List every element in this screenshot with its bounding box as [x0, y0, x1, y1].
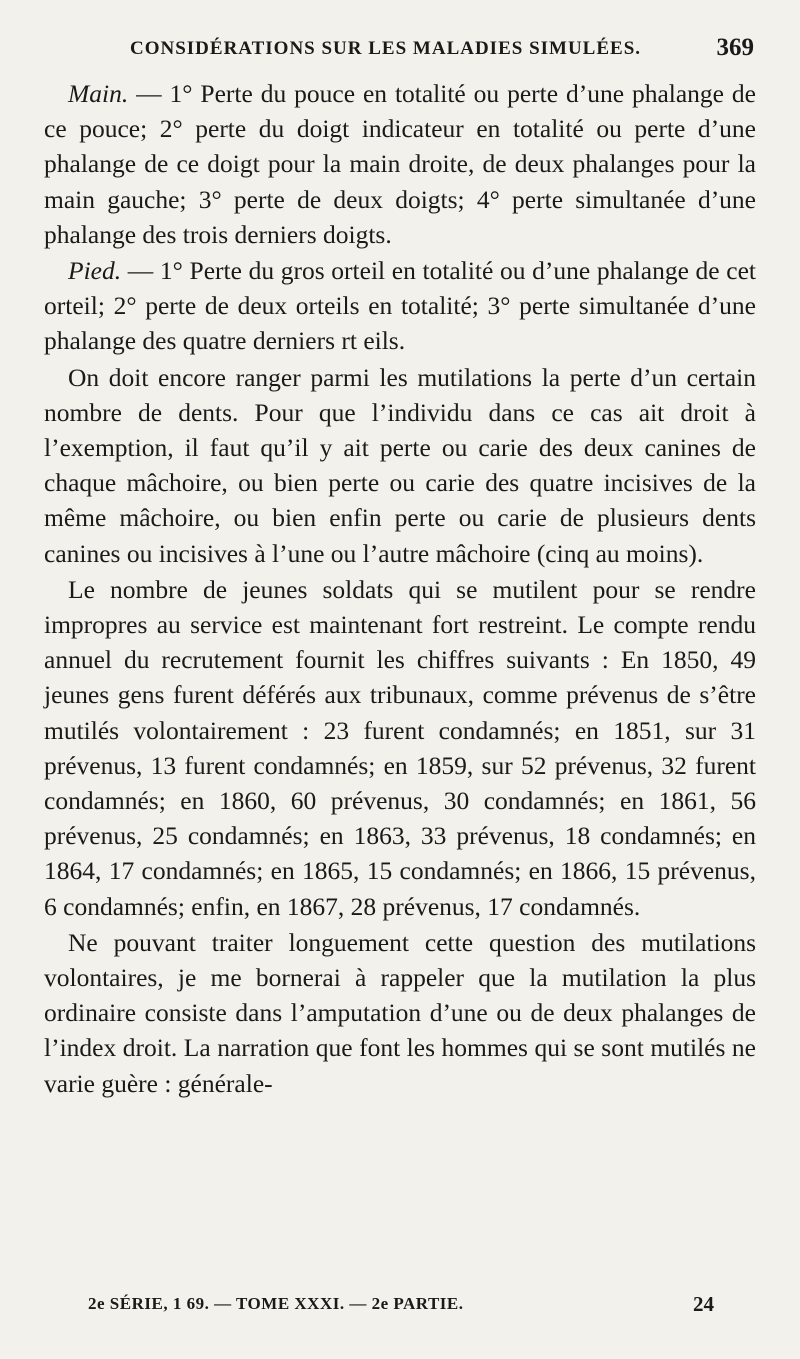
sheet-number: 24: [693, 1292, 714, 1316]
paragraph-pied: [44, 253, 756, 359]
running-title: CONSIDÉRATIONS SUR LES MALADIES SIMULÉES.: [130, 38, 642, 59]
paragraph-mutilations: [44, 925, 756, 1101]
paragraph-statistics: [44, 572, 756, 924]
paragraph-dents: [44, 360, 756, 571]
signature-mark: 2e SÉRIE, 1 69. — TOME XXXI. — 2e PARTIE.: [88, 1294, 464, 1313]
signature-line: [88, 1294, 714, 1320]
page-number: 369: [716, 34, 754, 61]
paragraph-text: — 1° Perte du gros orteil en totalité ou d’une phalange de cet orteil; 2° perte de deux orteils en totalité; 3° perte simultanée d’une phalange des quatre derniers rt eils.: [44, 256, 756, 356]
paragraph-label: Pied.: [68, 256, 122, 286]
running-header: [130, 34, 754, 68]
body-text: [44, 76, 756, 1101]
paragraph-label: Main.: [68, 79, 129, 108]
paragraph-text: Ne pouvant traiter longuement cette question des mutilations volontaires, je me bornerai à rappeler que la mutilation la plus ordinaire consiste dans l’amputation d’une ou de deux phalanges de l’index droit. La narration que font les hommes qui se sont mutilés ne varie guère : générale-: [44, 927, 756, 1098]
paragraph-main: [44, 76, 756, 252]
paragraph-text: — 1° Perte du pouce en totalité ou perte d’une phalange de ce pouce; 2° perte du doigt indicateur en totalité ou perte d’une phalange de ce doigt pour la main droite, de deux phalanges pour la main gauche; 3° perte de deux doigts; 4° perte simultanée d’une phalange des trois derniers doigts.: [44, 79, 756, 249]
paragraph-text: Le nombre de jeunes soldats qui se mutilent pour se rendre impropres au service est maintenant fort restreint. Le compte rendu annuel du recrutement fournit les chiffres suivants : En 1850, 49 jeunes gens furent déférés aux tribunaux, comme prévenus de s’être mutilés volontairement : 23 furent condamnés; en 1851, sur 31 prévenus, 13 furent condamnés; en 1859, sur 52 prévenus, 32 furent condamnés; en 1860, 60 prévenus, 30 condamnés; en 1861, 56 prévenus, 25 condamnés; en 1863, 33 prévenus, 18 condamnés; en 1864, 17 condamnés; en 1865, 15 condamnés; en 1866, 15 prévenus, 6 condamnés; enfin, en 1867, 28 prévenus, 17 condamnés.: [44, 574, 756, 921]
paragraph-text: On doit encore ranger parmi les mutilations la perte d’un certain nombre de dents. Pour que l’individu dans ce cas ait droit à l’exemption, il faut qu’il y ait perte ou carie des deux canines de chaque mâchoire, ou bien perte ou carie des quatre incisives de la même mâchoire, ou bien enfin perte ou carie de plusieurs dents canines ou incisives à l’une ou l’autre mâchoire (cinq au moins).: [44, 362, 756, 568]
